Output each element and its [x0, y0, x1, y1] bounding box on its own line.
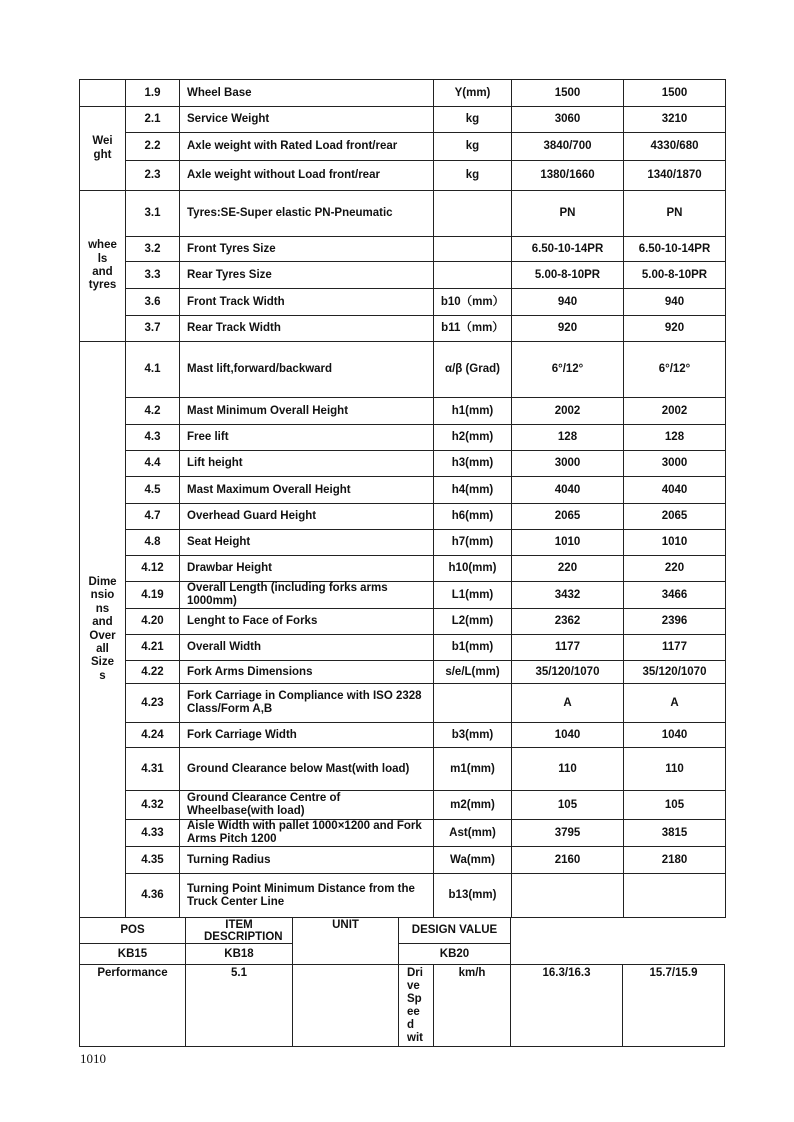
row-unit: h3(mm)	[434, 451, 512, 477]
row-unit: s/e/L(mm)	[434, 661, 512, 684]
row-number: 4.19	[126, 582, 180, 609]
item-description-header	[185, 917, 293, 944]
row-unit: b13(mm)	[434, 874, 512, 918]
row-item: Seat Height	[180, 530, 434, 556]
row-value-2: 3815	[624, 820, 726, 847]
row-unit	[434, 237, 512, 262]
row-number: 3.6	[126, 289, 180, 316]
model-kb18	[185, 943, 293, 965]
row-value-2: 4330/680	[624, 133, 726, 161]
row-unit: m2(mm)	[434, 791, 512, 820]
row-value-2: 6.50-10-14PR	[624, 237, 726, 262]
row-number: 3.2	[126, 237, 180, 262]
row-item: Ground Clearance Centre of Wheelbase(with load)	[180, 791, 434, 820]
row-value-2: 3000	[624, 451, 726, 477]
row-number: 4.36	[126, 874, 180, 918]
performance-value-1-label: 16.3/16.3	[542, 967, 591, 979]
model-kb20-label: KB20	[439, 948, 470, 960]
row-number: 4.4	[126, 451, 180, 477]
row-value-1: PN	[512, 191, 624, 237]
row-value-1: 1500	[512, 80, 624, 107]
row-item: Fork Arms Dimensions	[180, 661, 434, 684]
row-item: Rear Tyres Size	[180, 262, 434, 289]
row-value-2: 5.00-8-10PR	[624, 262, 726, 289]
row-value-1: 920	[512, 316, 624, 342]
row-value-2: 3210	[624, 107, 726, 133]
group-dimensions	[80, 342, 126, 918]
row-number: 4.1	[126, 342, 180, 398]
table-row	[80, 556, 726, 582]
spec-table	[79, 79, 726, 918]
table-row	[80, 451, 726, 477]
row-value-2: 110	[624, 748, 726, 791]
row-item: Turning Radius	[180, 847, 434, 874]
row-value-1: 6°/12°	[512, 342, 624, 398]
row-value-2: 220	[624, 556, 726, 582]
group-weight	[80, 107, 126, 191]
group-wheels-label: whee ls and tyres	[88, 239, 117, 292]
row-number: 4.22	[126, 661, 180, 684]
table-row	[80, 820, 726, 847]
row-item: Axle weight with Rated Load front/rear	[180, 133, 434, 161]
table-row	[80, 425, 726, 451]
row-unit: α/β (Grad)	[434, 342, 512, 398]
spec-table-body	[80, 80, 726, 918]
row-value-2: 940	[624, 289, 726, 316]
performance-group-label: Performance	[97, 967, 168, 979]
row-item: Mast Maximum Overall Height	[180, 477, 434, 504]
table-row	[80, 847, 726, 874]
row-unit: L1(mm)	[434, 582, 512, 609]
row-unit: kg	[434, 107, 512, 133]
row-number: 4.33	[126, 820, 180, 847]
row-value-2: 6°/12°	[624, 342, 726, 398]
table-row	[80, 398, 726, 425]
row-unit: b3(mm)	[434, 723, 512, 748]
table-row	[80, 477, 726, 504]
page-number: 1010	[80, 1051, 106, 1066]
row-item: Ground Clearance below Mast(with load)	[180, 748, 434, 791]
row-item: Aisle Width with pallet 1000×1200 and Fork Arms Pitch 1200	[180, 820, 434, 847]
table-row	[80, 133, 726, 161]
row-value-1: 3840/700	[512, 133, 624, 161]
performance-value-1	[510, 964, 623, 1047]
row-number: 4.21	[126, 635, 180, 661]
table-row	[80, 530, 726, 556]
unit-header-label: UNIT	[332, 919, 359, 931]
row-value-2: 1177	[624, 635, 726, 661]
performance-item-label: Dri ve Sp ee d wit	[407, 967, 423, 1044]
performance-blank-cell	[292, 964, 399, 1047]
row-value-1: 220	[512, 556, 624, 582]
row-item: Tyres:SE-Super elastic PN-Pneumatic	[180, 191, 434, 237]
row-unit: h10(mm)	[434, 556, 512, 582]
row-number: 4.32	[126, 791, 180, 820]
row-value-1: 2362	[512, 609, 624, 635]
group-wheels	[80, 191, 126, 342]
performance-item	[398, 964, 434, 1047]
unit-header	[292, 917, 399, 965]
row-item: Service Weight	[180, 107, 434, 133]
row-unit: m1(mm)	[434, 748, 512, 791]
row-value-1: 1380/1660	[512, 161, 624, 191]
row-item: Fork Carriage Width	[180, 723, 434, 748]
row-value-1: 940	[512, 289, 624, 316]
table-row	[80, 161, 726, 191]
row-value-1: 2160	[512, 847, 624, 874]
row-item: Rear Track Width	[180, 316, 434, 342]
row-number: 4.2	[126, 398, 180, 425]
row-value-2: 4040	[624, 477, 726, 504]
row-value-1	[512, 874, 624, 918]
row-unit: b1(mm)	[434, 635, 512, 661]
performance-unit-label: km/h	[458, 967, 486, 979]
row-unit: h6(mm)	[434, 504, 512, 530]
row-number: 4.12	[126, 556, 180, 582]
model-kb15	[79, 943, 186, 965]
design-value-header-label: DESIGN VALUE	[411, 924, 498, 936]
row-value-2: 3466	[624, 582, 726, 609]
performance-value-2-label: 15.7/15.9	[649, 967, 698, 979]
performance-row-number	[185, 964, 293, 1047]
group-cell-empty	[80, 80, 126, 107]
row-value-2: 128	[624, 425, 726, 451]
performance-unit	[433, 964, 511, 1047]
table-row	[80, 80, 726, 107]
row-unit: h1(mm)	[434, 398, 512, 425]
row-item: Overall Length (including forks arms 1000mm)	[180, 582, 434, 609]
table-row	[80, 107, 726, 133]
table-row	[80, 874, 726, 918]
row-unit	[434, 262, 512, 289]
row-value-2: 1500	[624, 80, 726, 107]
group-dimensions-label: Dime nsio ns and Over all Size s	[88, 575, 117, 682]
table-row	[80, 262, 726, 289]
row-item: Free lift	[180, 425, 434, 451]
table-row	[80, 316, 726, 342]
row-value-1: 3000	[512, 451, 624, 477]
table-row	[80, 791, 726, 820]
table-row	[80, 191, 726, 237]
row-item: Lift height	[180, 451, 434, 477]
table-row	[80, 504, 726, 530]
pos-header	[79, 917, 186, 944]
row-value-1: 1010	[512, 530, 624, 556]
row-value-1: 35/120/1070	[512, 661, 624, 684]
row-value-2: 105	[624, 791, 726, 820]
row-number: 2.3	[126, 161, 180, 191]
row-unit: kg	[434, 161, 512, 191]
row-number: 4.20	[126, 609, 180, 635]
row-number: 2.1	[126, 107, 180, 133]
row-value-2: A	[624, 684, 726, 723]
row-number: 4.8	[126, 530, 180, 556]
performance-group	[79, 964, 186, 1047]
model-kb18-label: KB18	[224, 948, 254, 960]
row-value-2: 2396	[624, 609, 726, 635]
row-value-1: 6.50-10-14PR	[512, 237, 624, 262]
row-item: Overall Width	[180, 635, 434, 661]
row-unit: L2(mm)	[434, 609, 512, 635]
row-value-2: 920	[624, 316, 726, 342]
table-row	[80, 609, 726, 635]
table-row	[80, 289, 726, 316]
row-unit: h7(mm)	[434, 530, 512, 556]
item-description-header-label: ITEM DESCRIPTION	[204, 919, 283, 943]
table-row	[80, 723, 726, 748]
row-number: 4.3	[126, 425, 180, 451]
table-row	[80, 684, 726, 723]
row-value-1: 3795	[512, 820, 624, 847]
row-value-1: 2002	[512, 398, 624, 425]
row-unit: Ast(mm)	[434, 820, 512, 847]
row-unit: h4(mm)	[434, 477, 512, 504]
row-unit: b11（mm）	[434, 316, 512, 342]
row-value-1: 4040	[512, 477, 624, 504]
row-number: 4.31	[126, 748, 180, 791]
group-weight-label: Wei ght	[92, 135, 113, 161]
row-number: 4.23	[126, 684, 180, 723]
table-row	[80, 661, 726, 684]
row-value-1: A	[512, 684, 624, 723]
row-item: Lenght to Face of Forks	[180, 609, 434, 635]
row-value-2: 1040	[624, 723, 726, 748]
row-value-2: 2065	[624, 504, 726, 530]
row-value-2: 1010	[624, 530, 726, 556]
row-number: 4.5	[126, 477, 180, 504]
row-value-1: 3060	[512, 107, 624, 133]
row-number: 4.24	[126, 723, 180, 748]
row-unit: Wa(mm)	[434, 847, 512, 874]
row-value-1: 105	[512, 791, 624, 820]
model-kb20	[398, 943, 511, 965]
row-value-2: 1340/1870	[624, 161, 726, 191]
row-item: Overhead Guard Height	[180, 504, 434, 530]
row-number: 1.9	[126, 80, 180, 107]
table-row	[80, 748, 726, 791]
row-value-1: 1177	[512, 635, 624, 661]
row-unit: b10（mm）	[434, 289, 512, 316]
row-value-1: 5.00-8-10PR	[512, 262, 624, 289]
row-value-1: 3432	[512, 582, 624, 609]
row-unit	[434, 191, 512, 237]
performance-row-number-label: 5.1	[231, 967, 247, 979]
table-row	[80, 635, 726, 661]
performance-value-2	[622, 964, 725, 1047]
row-item: Drawbar Height	[180, 556, 434, 582]
pos-header-label: POS	[120, 924, 145, 936]
row-unit	[434, 684, 512, 723]
row-value-1: 128	[512, 425, 624, 451]
table-row	[80, 342, 726, 398]
row-value-2: PN	[624, 191, 726, 237]
row-item: Axle weight without Load front/rear	[180, 161, 434, 191]
row-number: 3.3	[126, 262, 180, 289]
row-number: 2.2	[126, 133, 180, 161]
row-value-1: 1040	[512, 723, 624, 748]
row-item: Mast lift,forward/backward	[180, 342, 434, 398]
table-row	[80, 582, 726, 609]
model-kb15-label: KB15	[117, 948, 148, 960]
table-row	[80, 237, 726, 262]
row-item: Front Track Width	[180, 289, 434, 316]
row-unit: kg	[434, 133, 512, 161]
design-value-header	[398, 917, 511, 944]
row-unit: Y(mm)	[434, 80, 512, 107]
row-item: Mast Minimum Overall Height	[180, 398, 434, 425]
row-item: Wheel Base	[180, 80, 434, 107]
row-item: Fork Carriage in Compliance with ISO 2328 Class/Form A,B	[180, 684, 434, 723]
row-item: Turning Point Minimum Distance from the Truck Center Line	[180, 874, 434, 918]
row-number: 4.35	[126, 847, 180, 874]
row-unit: h2(mm)	[434, 425, 512, 451]
row-number: 3.1	[126, 191, 180, 237]
row-value-1: 2065	[512, 504, 624, 530]
row-value-2: 2002	[624, 398, 726, 425]
row-value-1: 110	[512, 748, 624, 791]
row-item: Front Tyres Size	[180, 237, 434, 262]
row-number: 4.7	[126, 504, 180, 530]
row-value-2: 35/120/1070	[624, 661, 726, 684]
row-number: 3.7	[126, 316, 180, 342]
row-value-2: 2180	[624, 847, 726, 874]
row-value-2	[624, 874, 726, 918]
